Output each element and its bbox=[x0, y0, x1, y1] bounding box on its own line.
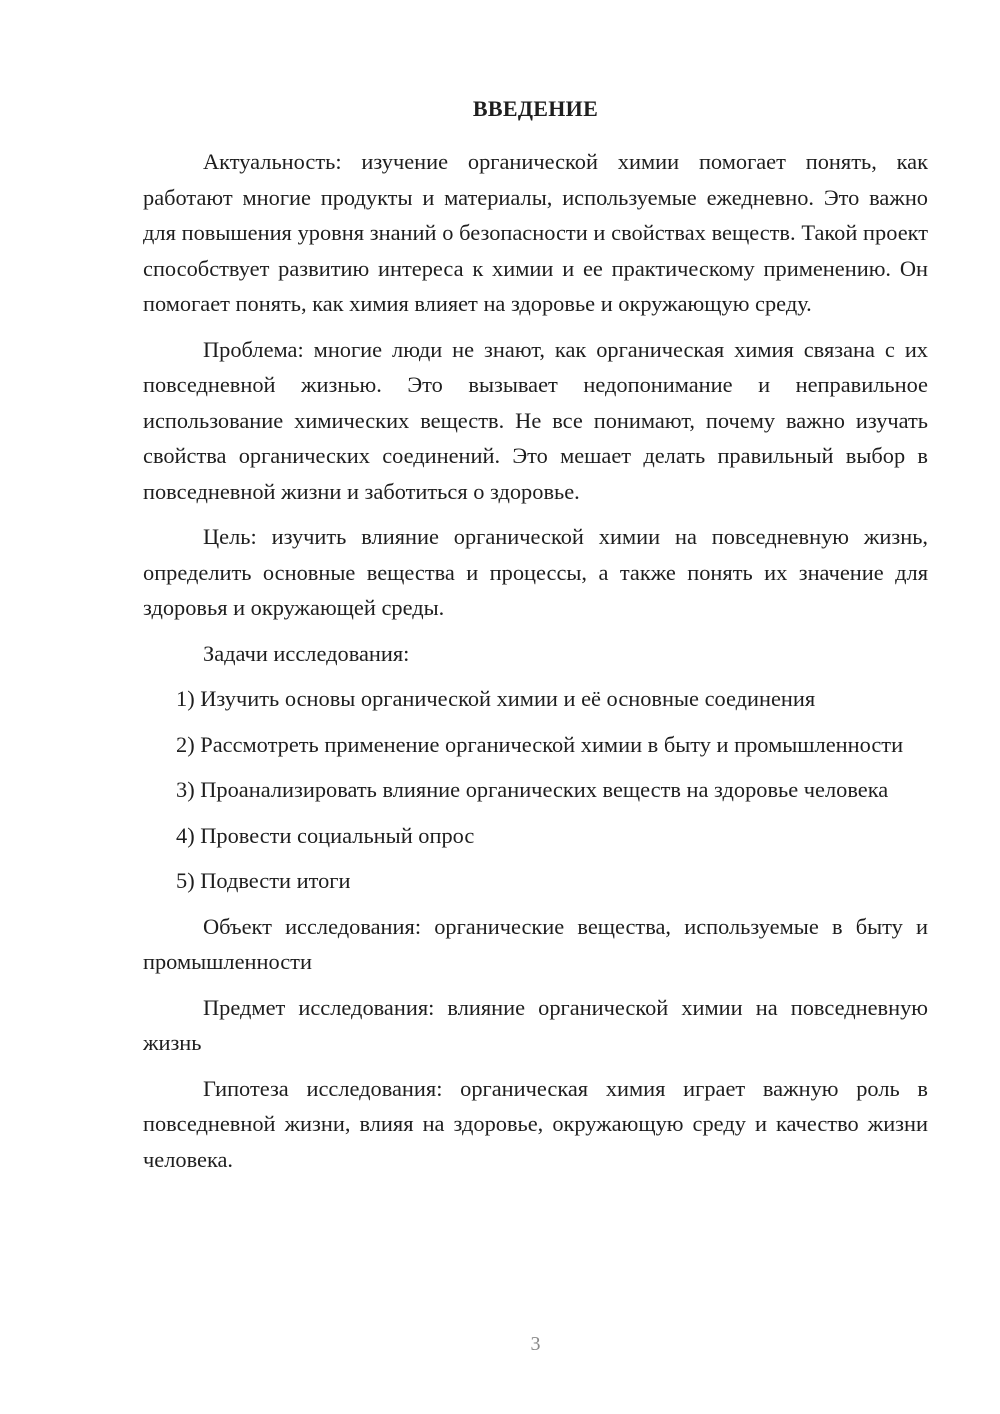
task-item-4: 4) Провести социальный опрос bbox=[176, 822, 475, 848]
document-page bbox=[143, 0, 928, 1414]
task-list bbox=[143, 681, 928, 899]
task-item-1: 1) Изучить основы органической химии и её основные соединения bbox=[176, 686, 816, 711]
paragraph-subject: Предмет исследования: влияние органической химии на повседневную жизнь bbox=[143, 994, 928, 1055]
paragraph-hypothesis: Гипотеза исследования: органическая химия играет важную роль в повседневной жизни, влияя на здоровье, окружающую среду и качество жизни человека. bbox=[143, 1075, 928, 1172]
paragraph-relevance: Актуальность: изучение органической химии помогает понять, как работают многие продукты и материалы, используемые ежедневно. Это важно для повышения уровня знаний о безопасности и свойствах веществ. Такой проект способствует развитию интереса к химии и ее практическому применению. Он помогает понять, как химия влияет на здоровье и окружающую среду. bbox=[143, 149, 928, 316]
paragraph-goal: Цель: изучить влияние органической химии на повседневную жизнь, определить основные вещества и процессы, а также понять их значение для здоровья и окружающей среды. bbox=[143, 524, 928, 620]
section-title: ВВЕДЕНИЕ bbox=[472, 96, 599, 121]
page-number: 3 bbox=[530, 1333, 541, 1355]
task-item-5: 5) Подвести итоги bbox=[176, 868, 351, 893]
task-item-2: 2) Рассмотреть применение органической химии в быту и промышленности bbox=[176, 731, 904, 757]
task-item-3: 3) Проанализировать влияние органических веществ на здоровье человека bbox=[176, 777, 889, 802]
paragraph-object: Объект исследования: органические вещества, используемые в быту и промышленности bbox=[143, 913, 928, 974]
section-body bbox=[143, 144, 928, 1177]
paragraph-problem: Проблема: многие люди не знают, как органическая химия связана с их повседневной жизнью. Это вызывает недопонимание и неправильное использование химических веществ. Не все понимают, почему важно изучать свойства органических соединений. Это мешает делать правильный выбор в повседневной жизни и заботиться о здоровье. bbox=[143, 336, 928, 504]
paragraph-tasks-heading: Задачи исследования: bbox=[203, 640, 410, 666]
